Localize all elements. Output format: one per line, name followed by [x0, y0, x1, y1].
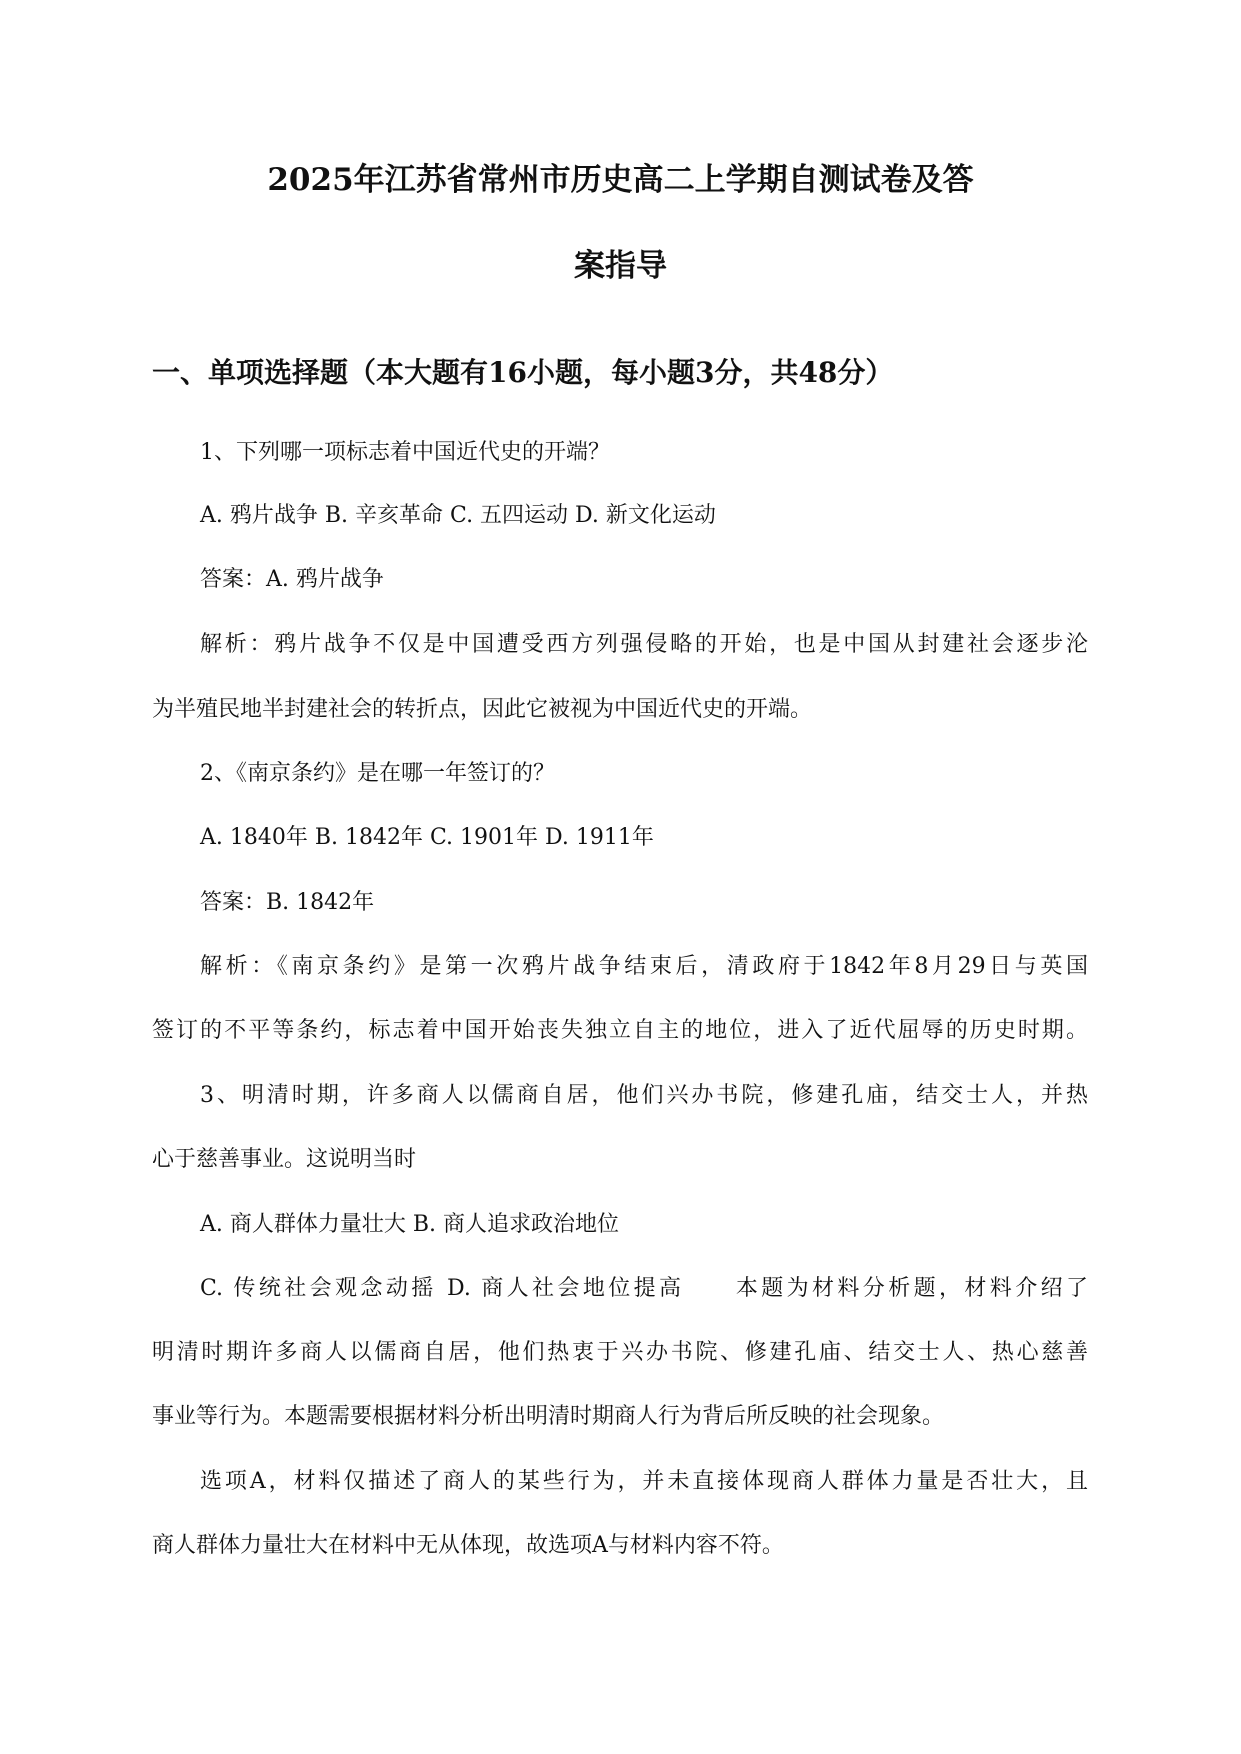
question-2-analysis-line-2: 签订的不平等条约，标志着中国开始丧失独立自主的地位，进入了近代屈辱的历史时期。: [152, 1018, 1088, 1043]
question-3-options-line-2-text: C. 传统社会观念动摇 D. 商人社会地位提高: [200, 1276, 685, 1301]
question-1-analysis-line-1: 解析：鸦片战争不仅是中国遭受西方列强侵略的开始，也是中国从封建社会逐步沦: [200, 632, 1088, 657]
question-1-options: A. 鸦片战争 B. 辛亥革命 C. 五四运动 D. 新文化运动: [200, 503, 716, 528]
question-3-option-a-analysis-line-2: 商人群体力量壮大在材料中无从体现，故选项A与材料内容不符。: [152, 1533, 784, 1558]
question-3-analysis-intro-line-1: 本题为材料分析题，材料介绍了: [732, 1276, 1088, 1301]
question-3-option-a-analysis-line-1: 选项A，材料仅描述了商人的某些行为，并未直接体现商人群体力量是否壮大，且: [200, 1469, 1088, 1494]
document-title-line-1: 2025年江苏省常州市历史高二上学期自测试卷及答: [267, 162, 974, 198]
question-2-options: A. 1840年 B. 1842年 C. 1901年 D. 1911年: [200, 825, 654, 850]
question-3-analysis-intro-line-3: 事业等行为。本题需要根据材料分析出明清时期商人行为背后所反映的社会现象。: [152, 1404, 945, 1429]
question-1-analysis-line-2: 为半殖民地半封建社会的转折点，因此它被视为中国近代史的开端。: [152, 697, 813, 722]
document-title-line-2: 案指导: [574, 248, 667, 284]
question-3-stem-line-1: 3、明清时期，许多商人以儒商自居，他们兴办书院，修建孔庙，结交士人，并热: [200, 1083, 1088, 1108]
question-3-options-line-2: [200, 1274, 1088, 1304]
question-2-stem: 2、《南京条约》是在哪一年签订的？: [200, 761, 555, 786]
question-1-stem: 1、下列哪一项标志着中国近代史的开端？: [200, 440, 610, 465]
question-2-answer: 答案：B. 1842年: [200, 890, 375, 915]
question-3-analysis-intro-line-2: 明清时期许多商人以儒商自居，他们热衷于兴办书院、修建孔庙、结交士人、热心慈善: [152, 1340, 1088, 1365]
section-heading: 一、单项选择题（本大题有16小题，每小题3分，共48分）: [152, 356, 894, 389]
question-1-answer: 答案：A. 鸦片战争: [200, 567, 384, 592]
question-3-stem-line-2: 心于慈善事业。这说明当时: [152, 1147, 417, 1172]
question-2-analysis-line-1: 解析：《南京条约》是第一次鸦片战争结束后，清政府于1842年8月29日与英国: [200, 954, 1088, 979]
question-3-options-line-1: A. 商人群体力量壮大 B. 商人追求政治地位: [200, 1212, 620, 1237]
